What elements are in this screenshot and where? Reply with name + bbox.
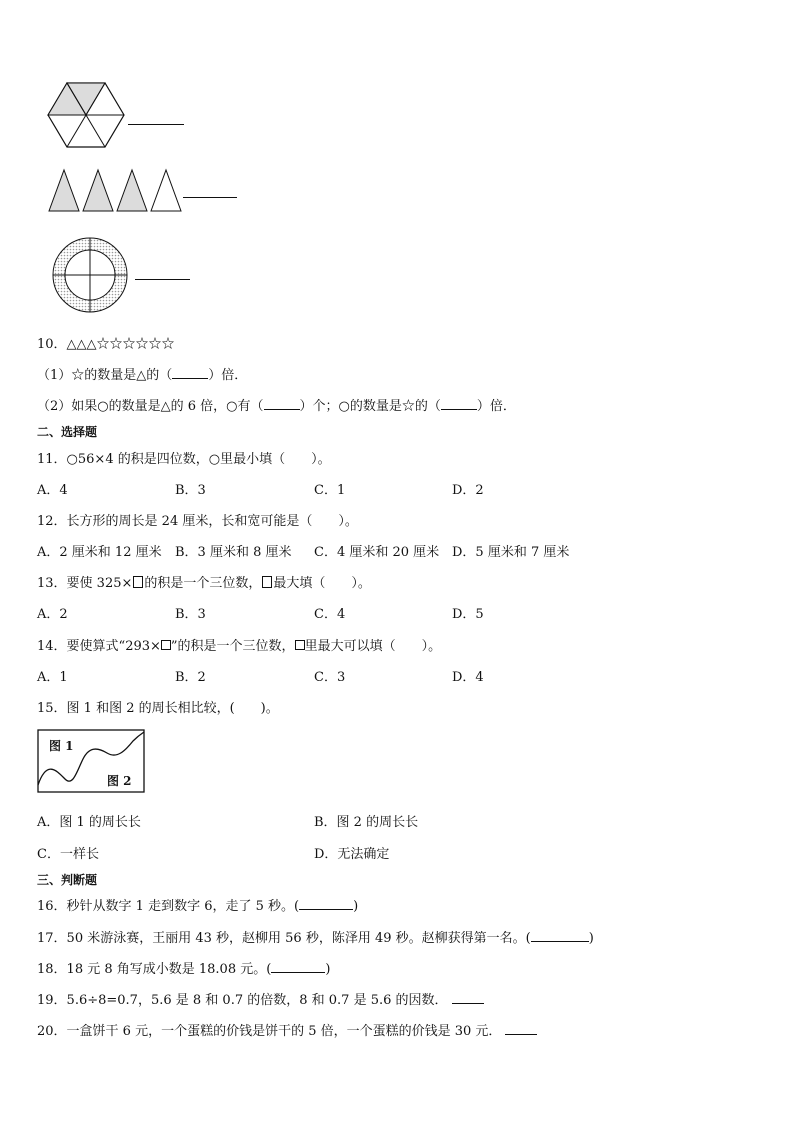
answer-blank[interactable]: [441, 397, 477, 410]
answer-blank[interactable]: [264, 397, 300, 410]
q12-option-b[interactable]: B．3 厘米和 8 厘米: [175, 545, 292, 560]
q13-option-a[interactable]: A．2: [37, 607, 68, 622]
q11-option-d[interactable]: D．2: [452, 483, 484, 498]
circle-figure: [48, 236, 134, 316]
figure-1-label: 图 1: [49, 739, 74, 753]
circle-symbol: ○: [66, 452, 78, 467]
q14-option-c[interactable]: C．3: [314, 670, 346, 685]
circle-symbol: ○: [208, 452, 221, 467]
section-heading-judge: 三、判断题: [37, 873, 98, 887]
q14-stem: 14．要使算式“293× ”的积是一个三位数， 里最大可以填（ ）。: [37, 639, 442, 654]
answer-blank[interactable]: [271, 960, 325, 973]
q12-option-d[interactable]: D．5 厘米和 7 厘米: [452, 545, 570, 560]
q15-option-c[interactable]: C．一样长: [37, 847, 99, 862]
q15-option-b[interactable]: B．图 2 的周长长: [314, 815, 419, 830]
q15-stem: 15．图 1 和图 2 的周长相比较，( )。: [37, 701, 279, 716]
square-symbol: [295, 640, 305, 650]
q10-part1: （1）☆的数量是△的（ ）倍．: [37, 368, 248, 383]
answer-blank[interactable]: [172, 366, 208, 379]
q15-figure: [37, 729, 145, 793]
q11-option-b[interactable]: B．3: [175, 483, 206, 498]
section-heading-choice: 二、选择题: [37, 425, 98, 439]
q12-option-c[interactable]: C．4 厘米和 20 厘米: [314, 545, 440, 560]
square-symbol: [161, 640, 171, 650]
empty-box-symbol: [133, 576, 143, 588]
q15-option-a[interactable]: A．图 1 的周长长: [37, 815, 141, 830]
q11-option-c[interactable]: C．1: [314, 483, 346, 498]
q18: 18．18 元 8 角写成小数是 18.08 元。( ): [37, 962, 331, 977]
q13-stem: 13．要使 325× 的积是一个三位数， 最大填（ ）。: [37, 576, 371, 591]
q13-option-d[interactable]: D．5: [452, 607, 484, 622]
answer-blank-circle[interactable]: [135, 279, 190, 280]
q20: 20．一盒饼干 6 元，一个蛋糕的价钱是饼干的 5 倍，一个蛋糕的价钱是 30 元．: [37, 1020, 537, 1039]
figure-2-label: 图 2: [107, 774, 132, 788]
answer-blank[interactable]: [505, 1022, 537, 1035]
q19: 19．5.6÷8=0.7，5.6 是 8 和 0.7 的倍数，8 和 0.7 是 5.6 的因数．: [37, 989, 484, 1008]
answer-blank[interactable]: [299, 897, 353, 910]
q14-option-d[interactable]: D．4: [452, 670, 484, 685]
q11-stem: 11．○56×4 的积是四位数，○里最小填（ ）。: [37, 452, 331, 467]
q13-option-c[interactable]: C．4: [314, 607, 346, 622]
q11-option-a[interactable]: A．4: [37, 483, 68, 498]
q14-option-a[interactable]: A．1: [37, 670, 68, 685]
q10-line: 10．△△△☆☆☆☆☆☆: [37, 337, 175, 352]
q14-option-b[interactable]: B．2: [175, 670, 206, 685]
answer-blank-triangles[interactable]: [183, 197, 237, 198]
q17: 17．50 米游泳赛，王丽用 43 秒，赵柳用 56 秒，陈泽用 49 秒。赵柳获得第一名。( ): [37, 931, 594, 946]
empty-box-symbol: [262, 576, 272, 588]
q16: 16．秒针从数字 1 走到数字 6，走了 5 秒。( ): [37, 899, 359, 914]
q12-stem: 12．长方形的周长是 24 厘米，长和宽可能是（ ）。: [37, 514, 358, 529]
hexagon-figure: [45, 80, 127, 150]
answer-blank-hexagon[interactable]: [128, 124, 184, 125]
q12-option-a[interactable]: A．2 厘米和 12 厘米: [37, 545, 162, 560]
answer-blank[interactable]: [531, 929, 589, 942]
triangles-figure: [46, 168, 186, 213]
q10-part2: （2）如果○的数量是△的 6 倍，○有（ ）个；○的数量是☆的（ ）倍．: [37, 399, 516, 414]
q15-option-d[interactable]: D．无法确定: [314, 847, 390, 862]
q13-option-b[interactable]: B．3: [175, 607, 206, 622]
answer-blank[interactable]: [452, 991, 484, 1004]
